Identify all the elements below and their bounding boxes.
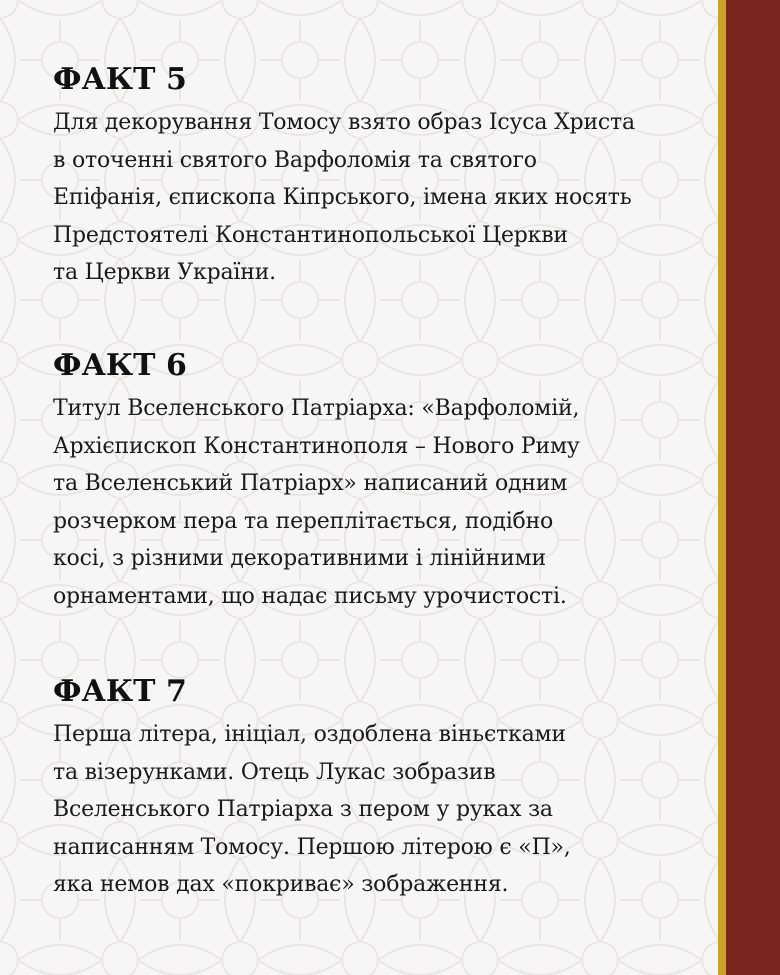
fact-line: Предстоятелі Константинопольської Церкви	[53, 222, 568, 248]
fact-line: Для декорування Томосу взято образ Ісуса Христа	[53, 110, 635, 135]
fact-line: в оточенні святого Варфоломія та святого	[53, 147, 537, 173]
fact-6-text	[53, 390, 703, 615]
gold-border-stripe	[718, 0, 726, 975]
fact-5-title: ФАКТ 5	[53, 62, 187, 97]
fact-line: Архієпископ Константинополя – Нового Риму	[53, 433, 580, 459]
fact-7	[53, 674, 703, 904]
fact-line: Перша літера, ініціал, оздоблена віньєтками	[53, 722, 566, 747]
fact-line: та візерунками. Отець Лукас зобразив	[53, 759, 496, 785]
fact-line: написанням Томосу. Першою літерою є «П»,	[53, 834, 571, 860]
fact-line: косі, з різними декоративними і лінійними	[53, 546, 546, 571]
fact-line: розчерком пера та переплітається, подібно	[53, 508, 554, 534]
fact-line: та Церкви України.	[53, 260, 276, 285]
fact-5	[53, 62, 703, 292]
fact-7-text	[53, 716, 703, 904]
fact-line: яка немов дах «покриває» зображення.	[53, 872, 509, 897]
fact-line: та Вселенський Патріарх» написаний одним	[53, 471, 568, 496]
fact-6	[53, 348, 703, 615]
fact-line: орнаментами, що надає письму урочистості.	[53, 583, 567, 609]
fact-6-title: ФАКТ 6	[53, 348, 187, 383]
red-side-band	[726, 0, 780, 975]
fact-5-text	[53, 104, 703, 292]
fact-line: Титул Вселенського Патріарха: «Варфоломій,	[53, 396, 580, 421]
fact-line: Епіфанія, єпископа Кіпрського, імена яких носять	[53, 185, 632, 210]
fact-line: Вселенського Патріарха з пером у руках за	[53, 797, 553, 822]
fact-7-title: ФАКТ 7	[53, 674, 187, 709]
